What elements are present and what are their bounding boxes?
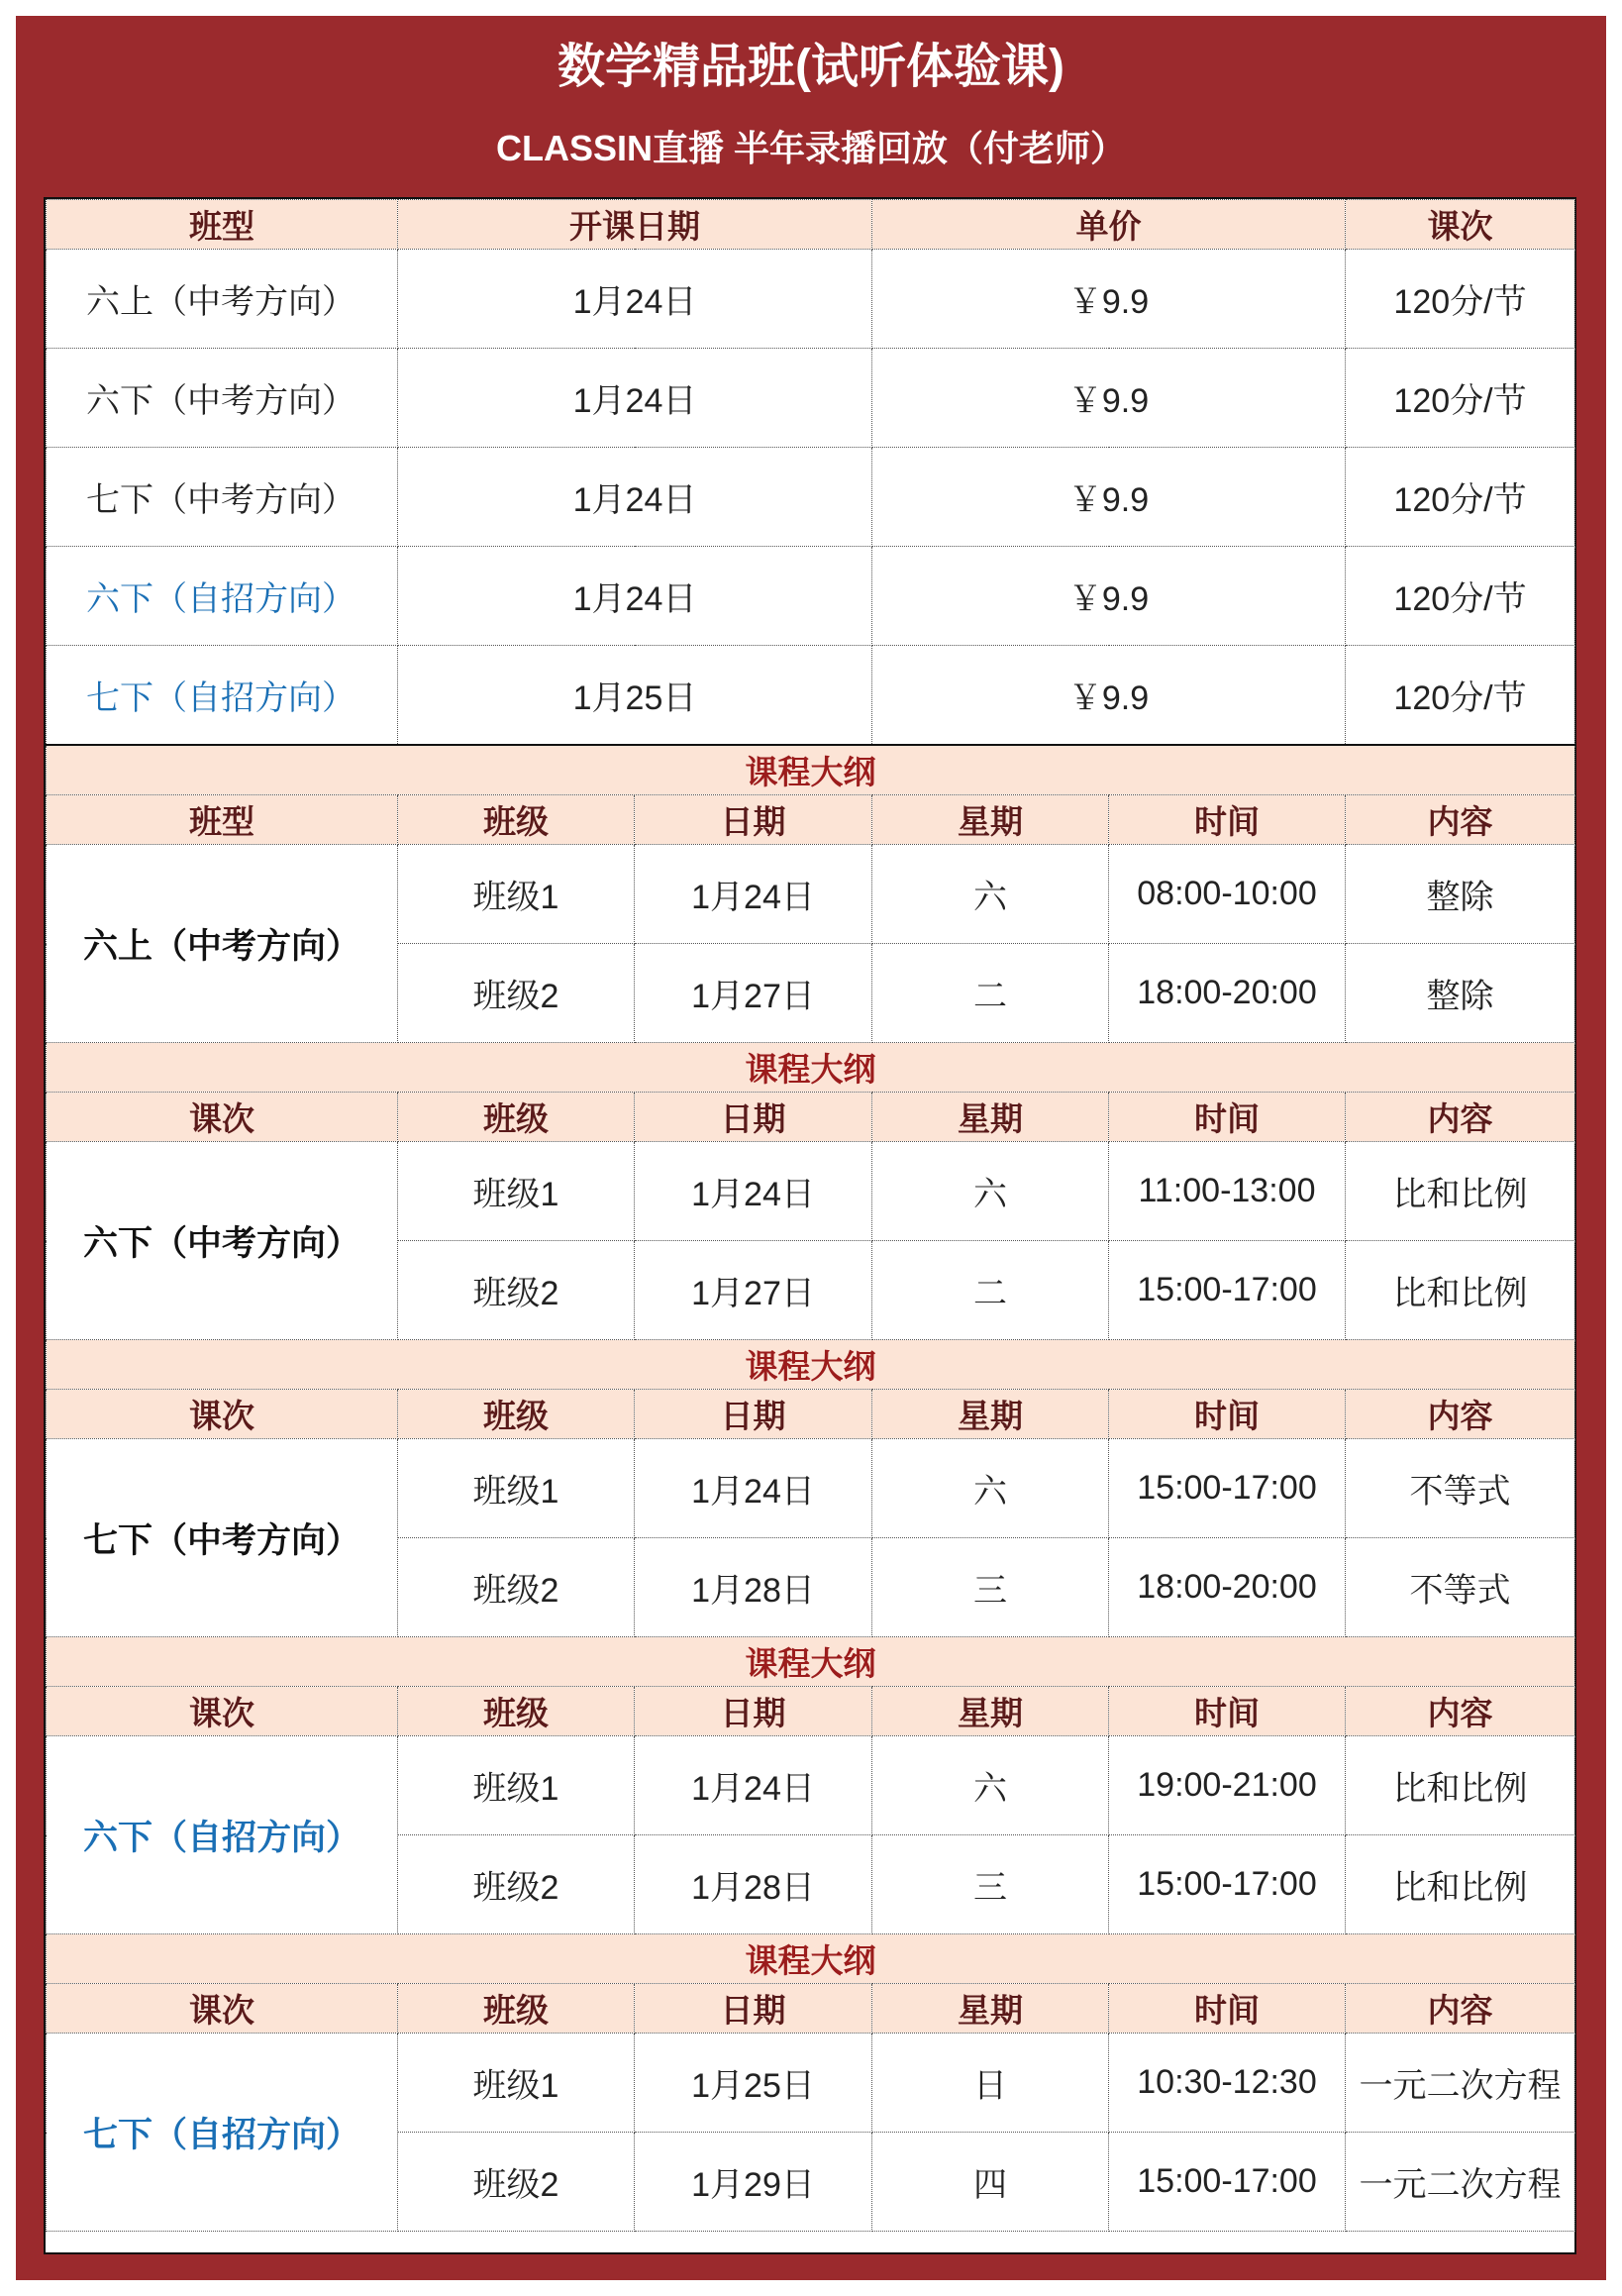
class-weekday: 三 [872,1538,1109,1637]
course-name: 六下（自招方向） [47,547,398,646]
class-weekday: 二 [872,1241,1109,1340]
class-time: 15:00-17:00 [1109,1835,1346,1934]
schedule-row [47,1439,1575,1538]
unit-price: ￥9.9 [872,547,1346,646]
class-time: 15:00-17:00 [1109,1241,1346,1340]
section-header-row [47,1687,1575,1736]
col-content: 内容 [1346,1093,1575,1142]
schedule-row [47,2034,1575,2133]
summary-header-row [47,200,1575,250]
col-date: 日期 [635,1390,872,1439]
class-weekday: 三 [872,1835,1109,1934]
col-weekday: 星期 [872,1390,1109,1439]
class-time: 15:00-17:00 [1109,2133,1346,2232]
class-name: 班级1 [398,1142,635,1241]
class-time: 18:00-20:00 [1109,1538,1346,1637]
class-date: 1月24日 [635,1736,872,1835]
class-time: 11:00-13:00 [1109,1142,1346,1241]
section-heading-row [47,1934,1575,1984]
class-time: 15:00-17:00 [1109,1439,1346,1538]
lesson-length: 120分/节 [1346,448,1575,547]
summary-row [47,646,1575,746]
start-date: 1月24日 [398,448,872,547]
col-course: 课次 [47,1687,398,1736]
class-content: 比和比例 [1346,1241,1575,1340]
col-weekday: 星期 [872,1687,1109,1736]
class-name: 班级2 [398,1538,635,1637]
col-course: 课次 [47,1390,398,1439]
col-class: 班级 [398,1984,635,2034]
class-weekday: 六 [872,1736,1109,1835]
start-date: 1月24日 [398,349,872,448]
class-name: 班级2 [398,1241,635,1340]
col-date: 日期 [635,1984,872,2034]
unit-price: ￥9.9 [872,250,1346,349]
col-time: 时间 [1109,1984,1346,2034]
class-name: 班级1 [398,1439,635,1538]
class-name: 班级1 [398,2034,635,2133]
class-name: 班级2 [398,944,635,1043]
summary-col-type: 班型 [47,200,398,250]
start-date: 1月24日 [398,250,872,349]
summary-col-lesson: 课次 [1346,200,1575,250]
col-weekday: 星期 [872,1984,1109,2034]
col-class: 班级 [398,1687,635,1736]
poster-frame [16,16,1606,2280]
course-name: 六上（中考方向） [47,250,398,349]
summary-row [47,448,1575,547]
class-name: 班级1 [398,845,635,944]
col-time: 时间 [1109,1390,1346,1439]
class-name: 班级2 [398,2133,635,2232]
class-date: 1月28日 [635,1538,872,1637]
schedule-table [46,199,1575,2232]
summary-row [47,250,1575,349]
section-course-name: 六下（中考方向） [47,1142,398,1340]
course-name: 七下（自招方向） [47,646,398,746]
col-weekday: 星期 [872,1093,1109,1142]
class-content: 比和比例 [1346,1142,1575,1241]
class-time: 18:00-20:00 [1109,944,1346,1043]
schedule-row [47,845,1575,944]
col-course: 班型 [47,795,398,845]
section-header-row [47,795,1575,845]
col-time: 时间 [1109,1093,1346,1142]
class-weekday: 日 [872,2034,1109,2133]
col-class: 班级 [398,1390,635,1439]
schedule-row [47,1142,1575,1241]
class-weekday: 二 [872,944,1109,1043]
col-content: 内容 [1346,1390,1575,1439]
col-weekday: 星期 [872,795,1109,845]
col-content: 内容 [1346,795,1575,845]
class-weekday: 六 [872,1439,1109,1538]
class-date: 1月24日 [635,845,872,944]
section-heading-row [47,745,1575,795]
class-weekday: 六 [872,1142,1109,1241]
class-date: 1月29日 [635,2133,872,2232]
class-name: 班级1 [398,1736,635,1835]
section-heading: 课程大纲 [47,1934,1575,1984]
class-content: 比和比例 [1346,1736,1575,1835]
class-date: 1月24日 [635,1142,872,1241]
class-content: 整除 [1346,944,1575,1043]
section-heading-row [47,1340,1575,1390]
class-name: 班级2 [398,1835,635,1934]
class-time: 08:00-10:00 [1109,845,1346,944]
section-heading: 课程大纲 [47,1637,1575,1687]
col-date: 日期 [635,1093,872,1142]
section-heading: 课程大纲 [47,745,1575,795]
section-course-name: 六上（中考方向） [47,845,398,1043]
class-date: 1月28日 [635,1835,872,1934]
course-name: 七下（中考方向） [47,448,398,547]
summary-col-price: 单价 [872,200,1346,250]
class-weekday: 四 [872,2133,1109,2232]
lesson-length: 120分/节 [1346,349,1575,448]
section-course-name: 七下（自招方向） [47,2034,398,2232]
class-content: 整除 [1346,845,1575,944]
col-time: 时间 [1109,1687,1346,1736]
start-date: 1月24日 [398,547,872,646]
section-header-row [47,1390,1575,1439]
poster-subtitle: CLASSIN直播 半年录播回放（付老师） [495,128,1126,168]
col-date: 日期 [635,1687,872,1736]
lesson-length: 120分/节 [1346,547,1575,646]
section-course-name: 六下（自招方向） [47,1736,398,1934]
col-time: 时间 [1109,795,1346,845]
class-content: 不等式 [1346,1538,1575,1637]
section-heading: 课程大纲 [47,1043,1575,1093]
col-class: 班级 [398,795,635,845]
class-date: 1月27日 [635,944,872,1043]
class-content: 比和比例 [1346,1835,1575,1934]
class-content: 不等式 [1346,1439,1575,1538]
col-content: 内容 [1346,1984,1575,2034]
lesson-length: 120分/节 [1346,250,1575,349]
course-name: 六下（中考方向） [47,349,398,448]
unit-price: ￥9.9 [872,349,1346,448]
col-course: 课次 [47,1984,398,2034]
col-date: 日期 [635,795,872,845]
section-heading: 课程大纲 [47,1340,1575,1390]
class-time: 19:00-21:00 [1109,1736,1346,1835]
summary-row [47,547,1575,646]
col-content: 内容 [1346,1687,1575,1736]
section-header-row [47,1984,1575,2034]
unit-price: ￥9.9 [872,448,1346,547]
section-course-name: 七下（中考方向） [47,1439,398,1637]
class-date: 1月25日 [635,2034,872,2133]
summary-row [47,349,1575,448]
col-class: 班级 [398,1093,635,1142]
summary-col-start-date: 开课日期 [398,200,872,250]
class-weekday: 六 [872,845,1109,944]
section-heading-row [47,1637,1575,1687]
unit-price: ￥9.9 [872,646,1346,746]
class-date: 1月24日 [635,1439,872,1538]
section-header-row [47,1093,1575,1142]
poster-title: 数学精品班(试听体验课) [558,41,1064,93]
class-content: 一元二次方程 [1346,2133,1575,2232]
col-course: 课次 [47,1093,398,1142]
schedule-sheet [44,197,1576,2254]
class-time: 10:30-12:30 [1109,2034,1346,2133]
class-content: 一元二次方程 [1346,2034,1575,2133]
start-date: 1月25日 [398,646,872,746]
lesson-length: 120分/节 [1346,646,1575,746]
section-heading-row [47,1043,1575,1093]
class-date: 1月27日 [635,1241,872,1340]
schedule-row [47,1736,1575,1835]
